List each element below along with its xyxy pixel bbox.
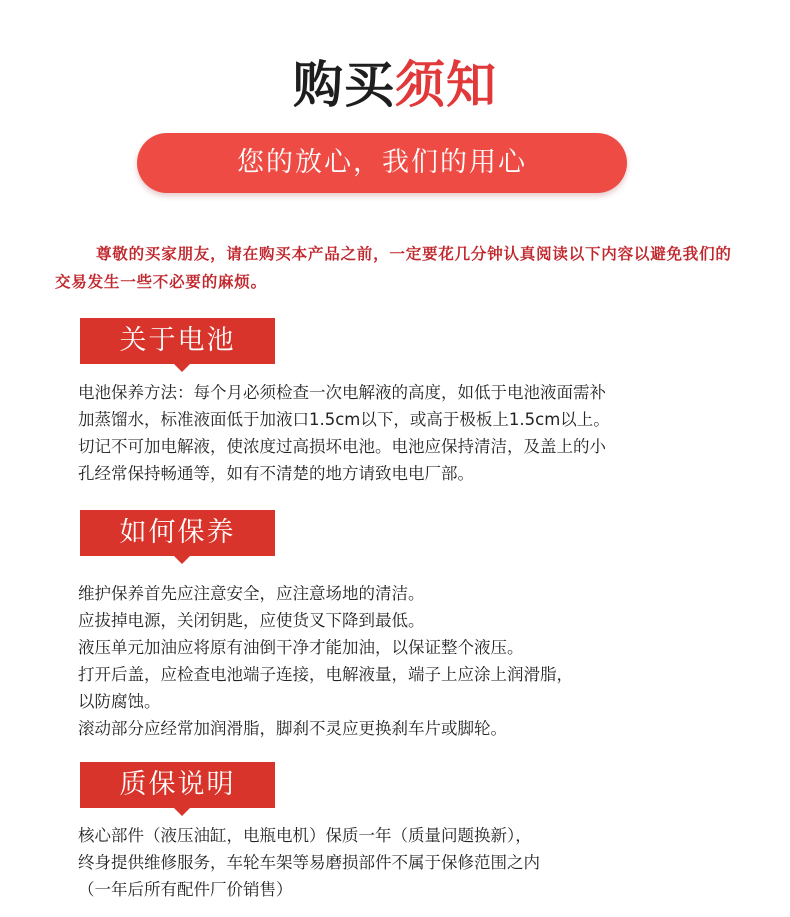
section-line: 液压单元加油应将原有油倒干净才能加油，以保证整个液压。	[78, 638, 524, 657]
section-line: 应拔掉电源，关闭钥匙，应使货叉下降到最低。	[78, 611, 425, 630]
section-label-warranty: 质保说明	[80, 762, 275, 808]
slogan-banner: 您的放心，我们的用心	[137, 133, 627, 193]
page-title-part-1: 购买	[293, 55, 395, 114]
section-line: 电池保养方法：每个月必须检查一次电解液的高度，如低于电池液面需补	[78, 383, 606, 402]
section-line: （一年后所有配件厂价销售）	[78, 880, 293, 899]
section-line: 加蒸馏水，标准液面低于加液口1.5cm以下，或高于极板上1.5cm以上。	[78, 410, 610, 429]
section-line: 孔经常保持畅通等，如有不清楚的地方请致电电厂部。	[78, 464, 474, 483]
section-line: 打开后盖，应检查电池端子连接，电解液量，端子上应涂上润滑脂，	[78, 665, 573, 684]
section-label-maintenance: 如何保养	[80, 510, 275, 556]
page-title	[0, 50, 790, 120]
page-title-part-2: 须知	[395, 55, 497, 114]
section-line: 核心部件（液压油缸，电瓶电机）保质一年（质量问题换新），	[78, 826, 532, 845]
section-line: 滚动部分应经常加润滑脂，脚刹不灵应更换刹车片或脚轮。	[78, 719, 507, 738]
section-body-warranty	[78, 822, 758, 903]
section-body-maintenance	[78, 580, 758, 742]
section-line: 切记不可加电解液，使浓度过高损坏电池。电池应保持清洁，及盖上的小	[78, 437, 606, 456]
section-line: 以防腐蚀。	[78, 692, 161, 711]
section-body-battery	[78, 379, 758, 487]
intro-paragraph: 尊敬的买家朋友，请在购买本产品之前，一定要花几分钟认真阅读以下内容以避免我们的交易发生一些不必要的麻烦。	[55, 245, 732, 291]
section-line: 维护保养首先应注意安全，应注意场地的清洁。	[78, 584, 425, 603]
section-label-battery: 关于电池	[80, 318, 275, 364]
section-line: 终身提供维修服务，车轮车架等易磨损部件不属于保修范围之内	[78, 853, 540, 872]
